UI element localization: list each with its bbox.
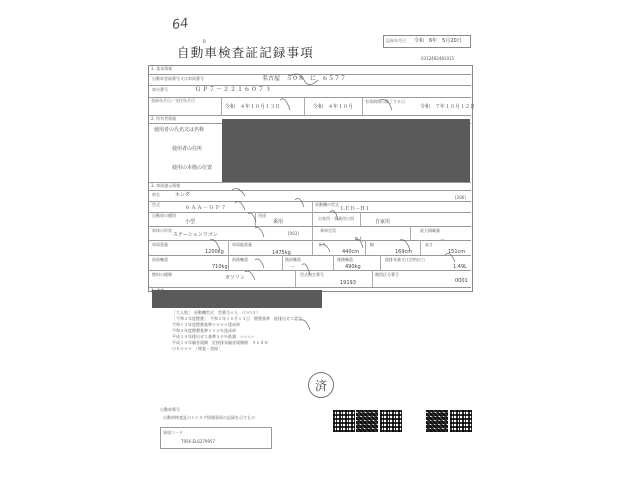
note-line: 令和１２年度燃費基準＊＊＊＊達成車 [172, 322, 240, 327]
pen-stroke [400, 240, 410, 250]
footer-ref-label: 自動車番号 [160, 407, 180, 412]
note-line: 平成１０年騒音規制 近接排気騒音規制値 ９６ｄＢ [172, 340, 268, 345]
first-reg-label: 登録年月日／交付年月日 [151, 98, 195, 103]
print-date-label: 記録年月日 [386, 38, 406, 43]
stamp-letter: B [203, 39, 206, 44]
max-load-value: － [440, 237, 446, 243]
document-title: 自動車検査証記録事項 [177, 45, 315, 60]
qr-code-icon [356, 410, 378, 432]
body-label: 車体の形状 [152, 228, 172, 233]
kind-value: 小型 [185, 219, 196, 225]
pen-stroke [255, 259, 264, 268]
engine-value: ＬＥＢ－Ｈ１ [340, 206, 371, 212]
width-label: 幅 [370, 242, 374, 247]
print-date-value: 令和 6年 5月20日 [414, 38, 462, 44]
pen-stroke [232, 188, 245, 196]
displacement-value: 1.49L [453, 264, 467, 270]
note-line: ［大人数］ 原動機型式 型番号＊人 （ＯＯ５） [172, 310, 260, 315]
class-number-label: 類別区分番号 [375, 272, 399, 277]
pen-stroke [235, 202, 245, 210]
expiry-value: 令和 ７年１０月１２日 [420, 104, 476, 110]
footer-code-box [160, 427, 272, 449]
qr-code-icon [380, 410, 402, 432]
footer-code-label: 事項コード [163, 430, 183, 435]
chassis-number-value: ＧＰ７－２２１６０７３ [195, 86, 273, 93]
pen-stroke [320, 244, 330, 252]
front-rear-axle-value: － [290, 264, 296, 270]
processed-stamp: 済 [308, 372, 334, 398]
fuel-value: ガソリン [225, 275, 246, 281]
maker-label: 車名 [152, 192, 160, 197]
capacity-label: 乗車定員 [320, 228, 336, 233]
pen-stroke [290, 74, 318, 85]
qr-code-icon [333, 410, 355, 432]
rear-front-axle-label: 後前軸重 [285, 257, 301, 262]
model-value: ６ＡＡ－ＧＰ７ [185, 205, 228, 211]
note-line: 令和２年度燃費基準１＊＊％達成車 [172, 328, 236, 333]
maker-code: [206] [455, 195, 466, 200]
pen-stroke [445, 254, 455, 262]
private-label: 自家用・事業用の別 [318, 216, 354, 221]
base-location-label: 使用の本拠の位置 [172, 165, 213, 171]
note-line: 平成３０年排出ガス基準５０％低減 ☆☆☆☆ [172, 334, 255, 339]
pen-stroke [210, 239, 220, 250]
gross-weight-value: 1475kg [272, 250, 291, 256]
height-label: 高さ [425, 242, 433, 247]
pen-stroke [330, 211, 338, 220]
private-value: 自家用 [375, 219, 391, 225]
maker-value: ホンダ [175, 192, 190, 198]
document-number: 0312492481015 [421, 56, 455, 61]
use-value: 乗用 [273, 219, 284, 225]
pen-stroke [280, 99, 290, 110]
footer-code-value: T956-EL6279957 [181, 439, 216, 444]
expiry-label: 有効期間の満了する日 [365, 99, 405, 104]
first-reg-type-value: 令和 ４年１０月 [313, 104, 354, 110]
reg-number-value: 名古屋 ５０８ に ６５７７ [262, 75, 347, 82]
displacement-label: 総排気量又は定格出力 [385, 257, 425, 262]
front-rear-axle-label: 前後軸重 [232, 257, 248, 262]
rear-axle-label: 後後軸重 [337, 257, 353, 262]
type-number-label: 型式指定番号 [300, 272, 324, 277]
qr-code-icon [450, 410, 472, 432]
class-number-value: 0001 [455, 278, 468, 284]
gross-weight-label: 車両総重量 [232, 242, 252, 247]
section2-heading: 2. 所有者情報 [151, 116, 177, 121]
qr-code-icon [426, 410, 448, 432]
front-axle-label: 前前軸重 [152, 257, 168, 262]
reg-number-label: 自動車登録番号又は車両番号 [152, 76, 204, 81]
footer-ref-text: 自動車検査証のＩＣタグ情報事項の記録を示すもの [163, 415, 255, 420]
engine-label: 原動機の型式 [315, 202, 339, 207]
pen-stroke [300, 320, 310, 330]
weight-label: 車両重量 [152, 242, 168, 247]
corner-handwriting: 64 [171, 15, 190, 34]
length-value: 440cm [342, 249, 360, 255]
pen-stroke [255, 227, 264, 237]
note-line: ［令和２年度燃費］ 令和２年１０月１３日 燃費基準 低排出ガス認定 [172, 316, 302, 321]
capacity-value: 5人 [355, 237, 364, 243]
max-load-label: 最大積載量 [420, 228, 440, 233]
width-value: 169cm [395, 249, 413, 255]
body-code: [003] [288, 231, 299, 236]
weight-value: 1200kg [205, 249, 224, 255]
pen-stroke [248, 213, 256, 222]
pen-stroke [355, 239, 363, 248]
section3-heading: 3. 車両諸元情報 [151, 183, 181, 188]
first-reg-value: 令和 ４年１０月１３日 [225, 104, 281, 110]
owner-name-label: 使用者の氏名又は名称 [154, 127, 205, 133]
model-label: 型式 [152, 202, 160, 207]
pen-stroke [245, 271, 255, 280]
length-label: 長さ [318, 242, 326, 247]
height-value: 151cm [448, 249, 466, 255]
user-address-label: 使用者の住所 [172, 146, 203, 152]
rear-axle-value: 490kg [345, 264, 361, 270]
pen-stroke [295, 199, 304, 207]
front-axle-value: 710kg [212, 264, 228, 270]
fuel-label: 燃料の種類 [152, 272, 172, 277]
note-line: ＯＥ＊＊＊ ［検査・登録］ [172, 346, 222, 351]
section1-heading: 1. 基本情報 [151, 66, 173, 71]
pen-stroke [380, 99, 392, 110]
pen-stroke [302, 264, 310, 275]
type-number-value: 19193 [340, 280, 356, 286]
use-label: 用途 [258, 213, 266, 218]
chassis-number-label: 車台番号 [152, 87, 168, 92]
body-value: ステーションワゴン [173, 232, 218, 238]
kind-label: 自動車の種別 [152, 213, 176, 218]
